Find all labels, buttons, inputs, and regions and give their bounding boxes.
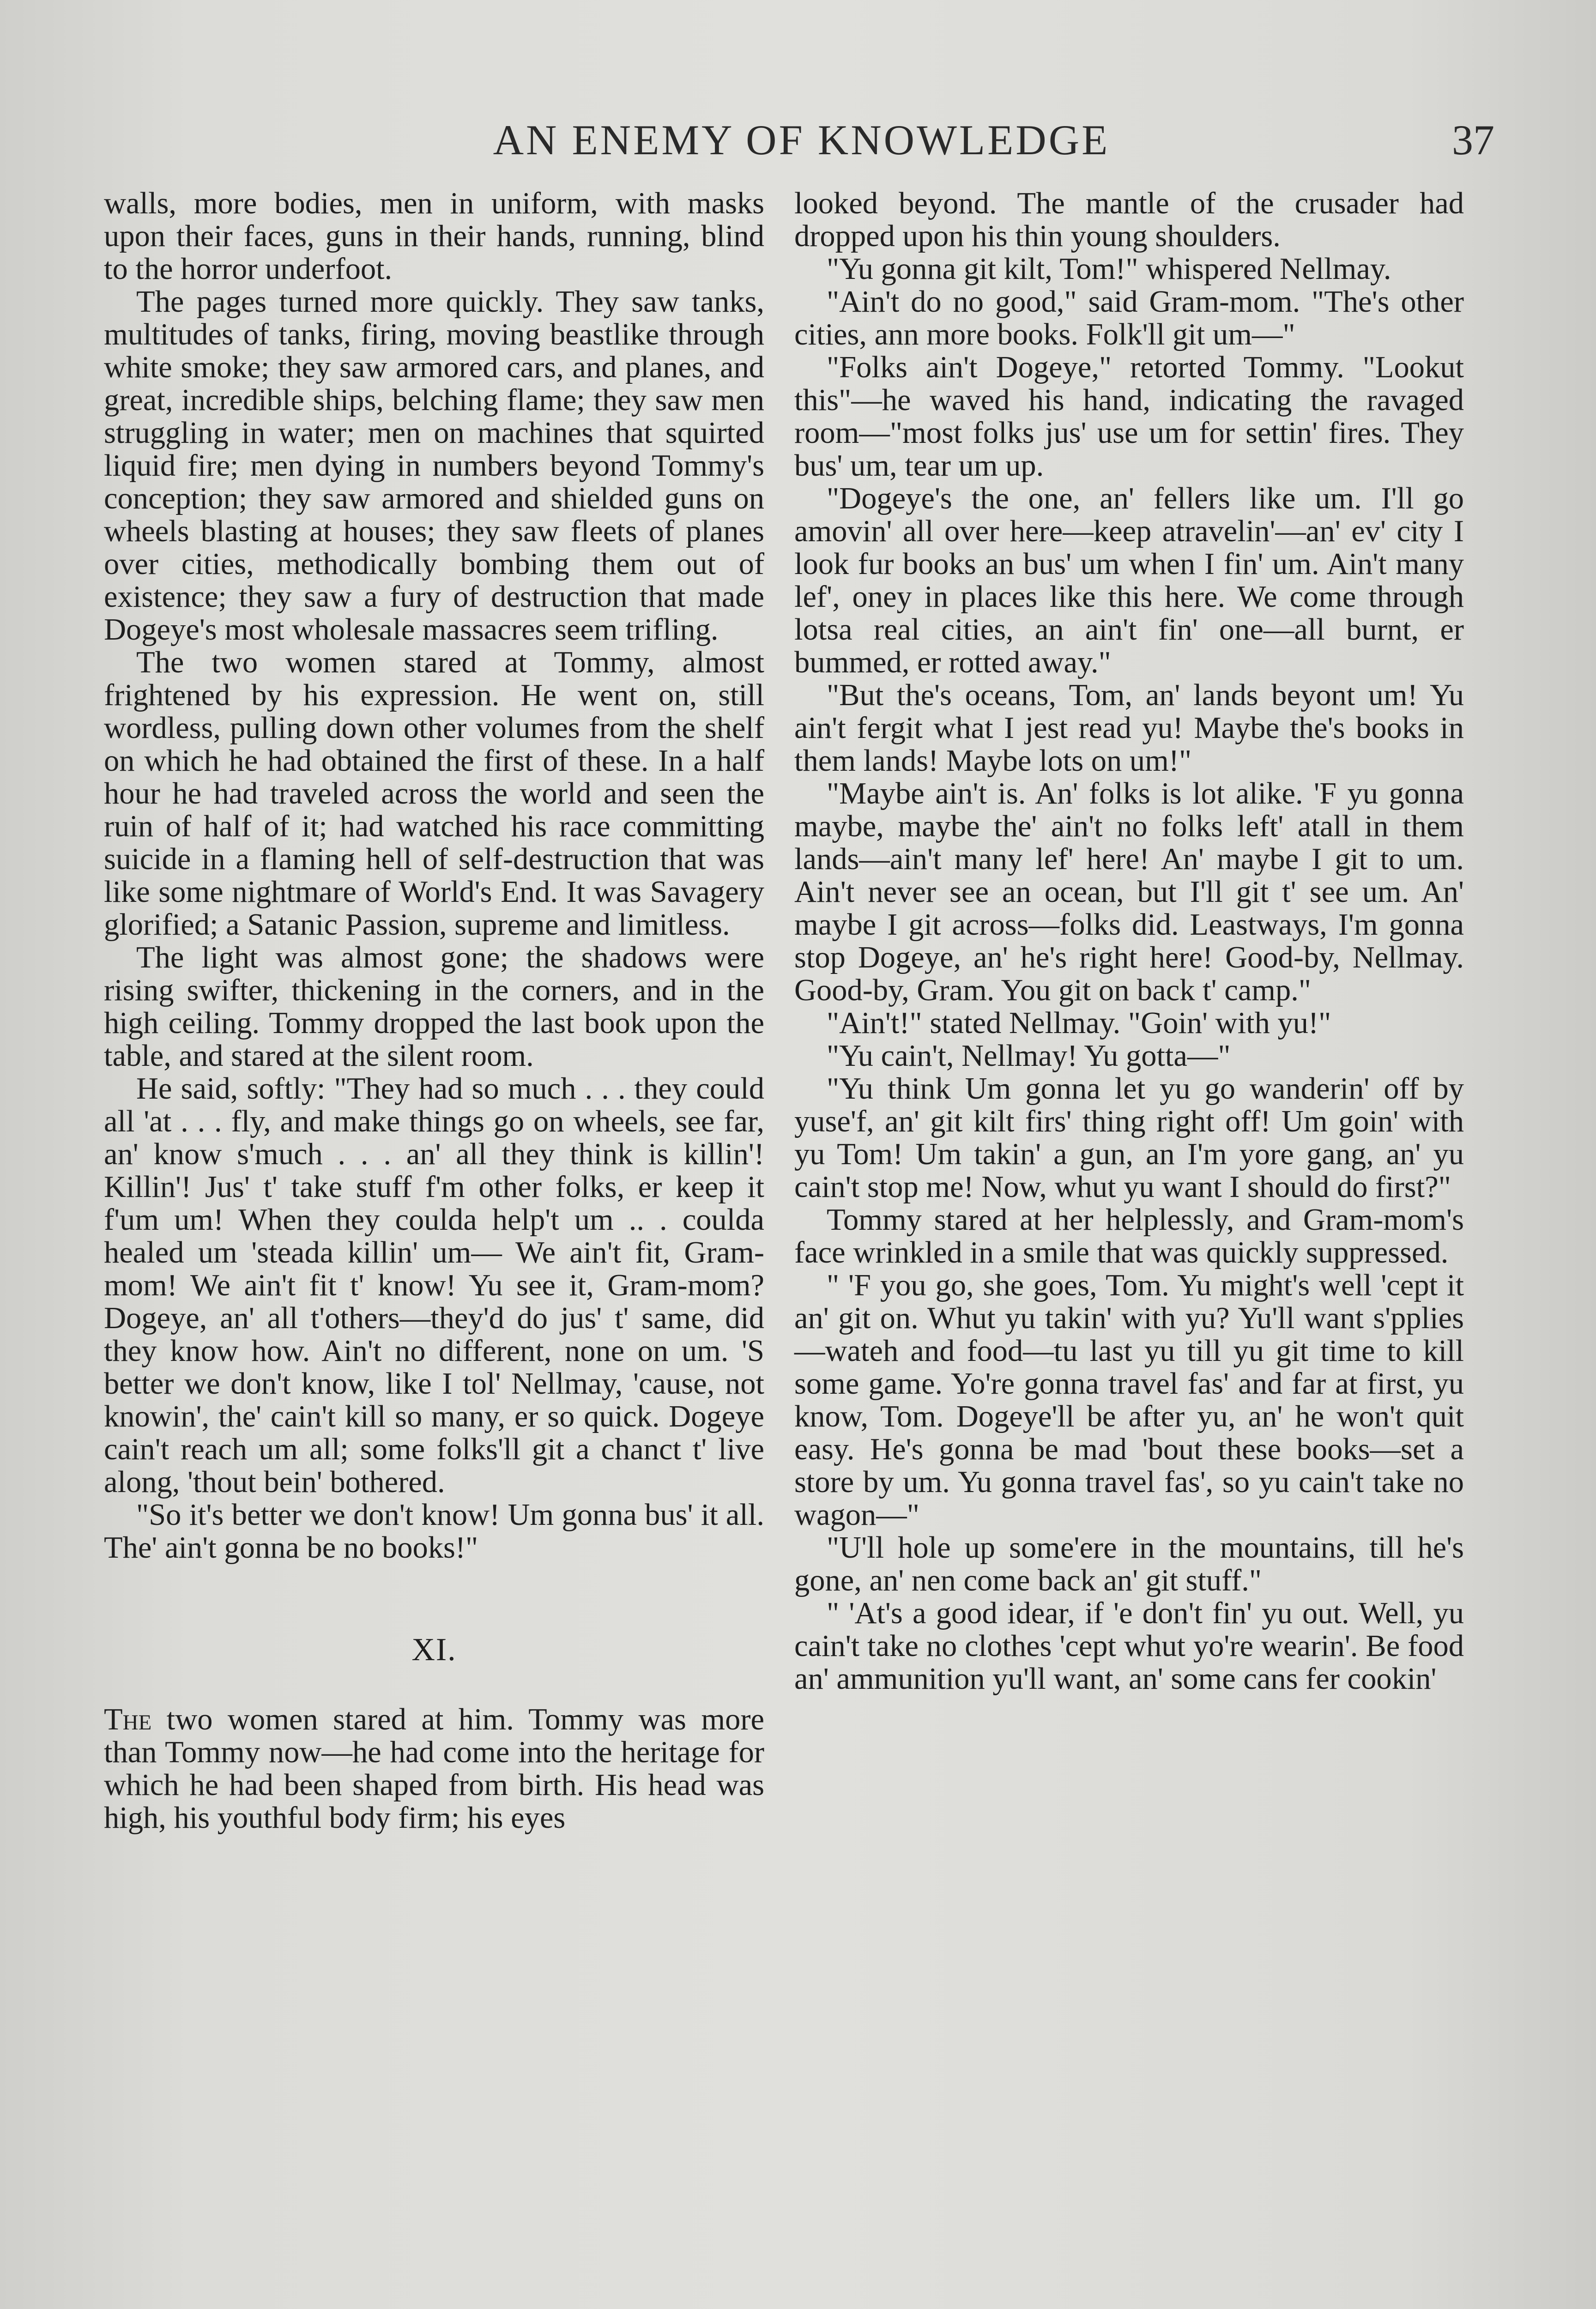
paragraph: The two women stared at Tommy, almost frightened by his expression. He went on, still wordless, pulling down other volumes from the shelf on which he had obtained the first of these. In a half hour he had traveled across the world and seen the ruin of half of it; had watched his race committing suicide in a flaming hell of self-destruction that was like some nightmare of World's End. It was Savagery glorified; a Satanic Passion, supreme and limitless. bbox=[104, 646, 764, 942]
section-opening-paragraph bbox=[104, 1703, 764, 1834]
paragraph: " 'F you go, she goes, Tom. Yu might's well 'cept it an' git on. Whut yu takin' with yu? Yu'll want s'pplies—wateh and food—tu last yu till yu git time to kill some game. Yo're gonna travel fas' and far at first, yu know, Tom. Dogeye'll be after yu, an' he won't quit easy. He's gonna be mad 'bout these books—set a store by um. Yu gonna travel fas', so yu cain't take no wagon—" bbox=[794, 1269, 1464, 1532]
paragraph: "Yu gonna git kilt, Tom!" whispered Nellmay. bbox=[827, 252, 1391, 286]
section-opening-text: two women stared at him. Tommy was more than Tommy now—he had come into the heritage for which he had been shaped from birth. His head was high, his youthful body firm; his eyes bbox=[104, 1703, 764, 1835]
paragraph: "Folks ain't Dogeye," retorted Tommy. "Lookut this"—he waved his hand, indicating the ravaged room—"most folks jus' use um for settin' fires. They bus' um, tear um up. bbox=[794, 351, 1464, 483]
paragraph: "Yu cain't, Nellmay! Yu gotta—" bbox=[827, 1039, 1231, 1073]
paragraph: The pages turned more quickly. They saw tanks, multitudes of tanks, firing, moving beastlike through white smoke; they saw armored cars, and planes, and great, incredible ships, belching flame; they saw men struggling in water; men on machines that squirted liquid fire; men dying in numbers beyond Tommy's conception; they saw armored and shielded guns on wheels blasting at houses; they saw fleets of planes over cities, methodically bombing them out of existence; they saw a fury of destruction that made Dogeye's most wholesale massacres seem trifling. bbox=[104, 285, 764, 647]
paragraph: The light was almost gone; the shadows were rising swifter, thickening in the corners, and in the high ceiling. Tommy dropped the last book upon the table, and stared at the silent room. bbox=[104, 941, 764, 1073]
paragraph: "Ain't!" stated Nellmay. "Goin' with yu!" bbox=[827, 1006, 1331, 1040]
paragraph: "But the's oceans, Tom, an' lands beyont um! Yu ain't fergit what I jest read yu! Maybe the's books in them lands! Maybe lots on um!" bbox=[794, 678, 1464, 778]
section-lead-word: The bbox=[104, 1703, 152, 1736]
section-heading: XI. bbox=[411, 1632, 457, 1668]
paragraph: looked beyond. The mantle of the crusader had dropped upon his thin young shoulders. bbox=[794, 187, 1464, 253]
paragraph: walls, more bodies, men in uniform, with masks upon their faces, guns in their hands, running, blind to the horror underfoot. bbox=[104, 187, 764, 286]
paragraph: "Yu think Um gonna let yu go wanderin' off by yuse'f, an' git kilt firs' thing right off! Um goin' with yu Tom! Um takin' a gun, an I'm yore gang, an' yu cain't stop me! Now, whut yu want I should do first?" bbox=[794, 1072, 1464, 1204]
paragraph: "Ain't do no good," said Gram-mom. "The's other cities, ann more books. Folk'll git um—" bbox=[794, 285, 1464, 351]
left-column bbox=[104, 187, 764, 1834]
paragraph: " 'At's a good idear, if 'e don't fin' yu out. Well, yu cain't take no clothes 'cept whut yo're wearin'. Be food an' ammunition yu'll want, an' some cans fer cookin' bbox=[794, 1596, 1464, 1696]
paragraph: "U'll hole up some'ere in the mountains, till he's gone, an' nen come back an' git stuff." bbox=[794, 1531, 1464, 1597]
paragraph: "Maybe ain't is. An' folks is lot alike. 'F yu gonna maybe, maybe the' ain't no folks left' atall in them lands—ain't many lef' here! An' maybe I git to um. Ain't never see an ocean, but I'll git t' see um. An' maybe I git across—folks did. Leastways, I'm gonna stop Dogeye, an' he's right here! Good-by, Nellmay. Good-by, Gram. You git on back t' camp." bbox=[794, 777, 1464, 1007]
right-column bbox=[794, 187, 1464, 1695]
page-number: 37 bbox=[1452, 116, 1494, 163]
paragraph: "So it's better we don't know! Um gonna bus' it all. The' ain't gonna be no books!" bbox=[104, 1498, 764, 1565]
paragraph: Tommy stared at her helplessly, and Gram-mom's face wrinkled in a smile that was quickly suppressed. bbox=[794, 1203, 1464, 1269]
running-title: AN ENEMY OF KNOWLEDGE bbox=[493, 116, 1110, 163]
page-header bbox=[109, 115, 1494, 166]
paragraph: He said, softly: "They had so much . . . they could all 'at . . . fly, and make things go on wheels, see far, an' know s'much . . . an' all they think is killin'! Killin'! Jus' t' take stuff f'm other folks, er keep it f'um um! When they coulda help't um .. . coulda healed um 'steada killin' um— We ain't fit, Gram-mom! We ain't fit t' know! Yu see it, Gram-mom? Dogeye, an' all t'others—they'd do jus' t' same, did they know how. Ain't no different, none on um. 'S better we don't know, like I tol' Nellmay, 'cause, not knowin', the' cain't kill so many, er so quick. Dogeye cain't reach um all; some folks'll git a chanct t' live along, 'thout bein' bothered. bbox=[104, 1072, 764, 1499]
paragraph: "Dogeye's the one, an' fellers like um. I'll go amovin' all over here—keep atravelin'—an' ev' city I look fur books an bus' um when I fin' um. Ain't many lef', oney in places like this here. We come through lotsa real cities, an ain't fin' one—all burnt, er bummed, er rotted away." bbox=[794, 482, 1464, 679]
